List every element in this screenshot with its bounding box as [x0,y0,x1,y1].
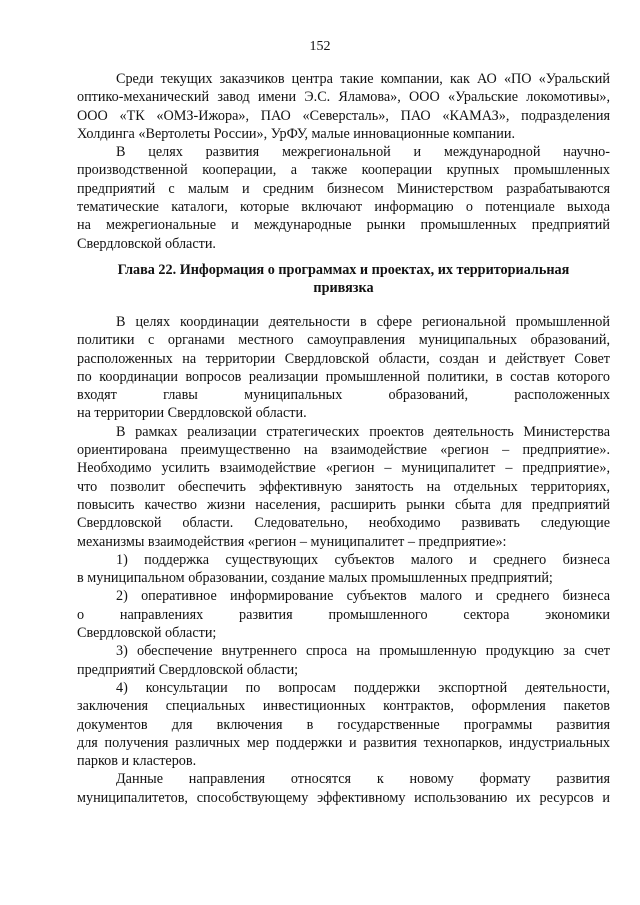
text-line: механизмы взаимодействия «регион – муниципалитет – предприятие»: [77,533,507,550]
list-item-line: заключения специальных инвестиционных контрактов, оформления пакетов [77,698,610,715]
list-item-line: для получения различных мер поддержки и развития технопарков, индустриальных [77,734,610,751]
text-line: Данные направления относятся к новому формату развития [116,771,610,788]
text-line: повысить качество жизни населения, расширить рынки сбыта для предприятий [77,496,610,513]
text-line: тематические каталоги, которые включают информацию о потенциале выхода [77,199,610,216]
text-line: на межрегиональные и международные рынки промышленных предприятий [77,217,610,234]
list-item-line: 3) обеспечение внутреннего спроса на промышленную продукцию за счет [116,643,610,660]
list-item-line: в муниципальном образовании, создание малых промышленных предприятий; [77,570,553,587]
text-line: входят главы муниципальных образований, расположенных [77,387,610,404]
text-line: что позволит обеспечить эффективную занятость на отдельных территориях, [77,478,610,495]
list-item-line: 1) поддержка существующих субъектов малого и среднего бизнеса [116,551,610,568]
text-line: политики с органами местного самоуправления муниципальных образований, [77,332,610,349]
text-line: расположенных на территории Свердловской области, создан и действует Совет [77,350,610,367]
text-line: Холдинга «Вертолеты России», УрФУ, малые инновационные компании. [77,125,515,142]
list-item-line: Свердловской области; [77,625,217,642]
text-line: ООО «ТК «ОМЗ-Ижора», ПАО «Северсталь», ПАО «КАМАЗ», подразделения [77,107,610,124]
page-number: 152 [309,39,331,54]
chapter-body [77,313,610,807]
text-line: на территории Свердловской области. [77,405,307,422]
intro-paragraphs [77,70,610,253]
text-line: Свердловской области. [77,235,216,252]
text-line: В рамках реализации стратегических проектов деятельность Министерства [116,423,610,440]
text-line: Среди текущих заказчиков центра такие компании, как АО «ПО «Уральский [116,71,610,87]
chapter-heading [77,261,610,298]
list-item-line: предприятий Свердловской области; [77,661,299,678]
heading-line: привязка [313,280,374,297]
list-item-line: 4) консультации по вопросам поддержки экспортной деятельности, [116,679,610,696]
list-item-line: парков и кластеров. [77,753,197,770]
text-line: В целях координации деятельности в сфере региональной промышленной [116,314,610,330]
text-line: ориентирована преимущественно на взаимодействие «регион – предприятие». [77,442,610,459]
text-line: оптико-механический завод имени Э.С. Яламова», ООО «Уральские локомотивы», [77,89,610,106]
text-line: муниципалитетов, способствующему эффективному использованию их ресурсов и [77,789,610,806]
text-line: предприятий с малым и средним бизнесом Министерством разрабатываются [77,180,610,197]
heading-line: Глава 22. Информация о программах и проектах, их территориальная [117,262,570,278]
list-item-line: документов для включения в государственные программы развития [77,716,610,733]
text-line: В целях развития межрегиональной и международной научно- [116,144,610,161]
text-line: производственной кооперации, а также кооперации крупных промышленных [77,162,610,179]
text-line: Свердловской области. Следовательно, необходимо развивать следующие [77,515,610,532]
list-item-line: о направлениях развития промышленного сектора экономики [77,606,610,623]
text-line: по координации вопросов реализации промышленной политики, в состав которого [77,368,610,385]
text-line: Необходимо усилить взаимодействие «регион – муниципалитет – предприятие», [77,460,610,477]
list-item-line: 2) оперативное информирование субъектов малого и среднего бизнеса [116,588,610,605]
